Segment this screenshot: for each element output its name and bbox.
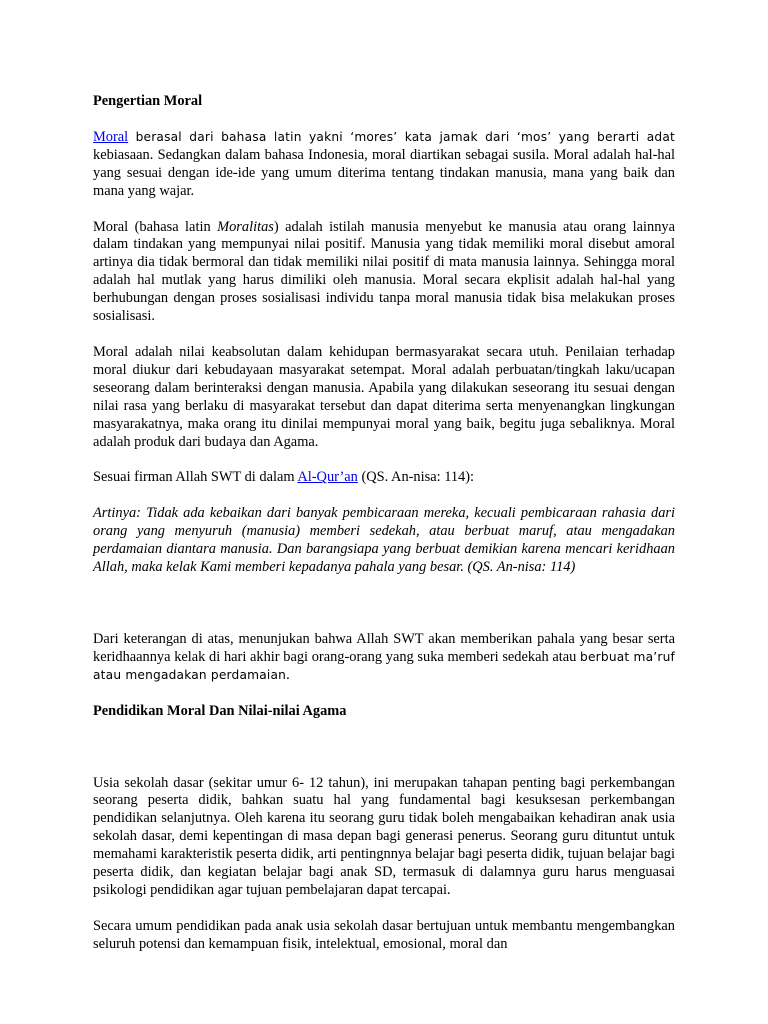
moralitas-italic: Moralitas — [217, 218, 274, 235]
paragraph-usia-sekolah-dasar: Usia sekolah dasar (sekitar umur 6- 12 tahun), ini merupakan tahapan penting bagi perkembangan seorang peserta didik, bahkan suatu hal yang fundamental bagi kesuksesan perkembangan pendidikan selanjutnya. Oleh karena itu seorang guru tidak boleh mengabaikan kehadiran anak usia sekolah dasar, demi kepentingan di masa depan bagi generasi penerus. Seorang guru dituntut untuk memahami karakteristik peserta didik, arti pentingnnya belajar bagi peserta didik, tujuan belajar bagi peserta didik, dan kegiatan belajar bagi anak SD, termasuk di dalamnya guru harus menguasai psikologi pendidikan agar tujuan pembelajaran dapat tercapai. — [93, 774, 675, 898]
keterangan-end: . — [286, 666, 290, 683]
al-quran-link[interactable]: Al-Qur’an — [297, 469, 358, 486]
keterangan-tail: berbuat ma’ruf atau mengadakan perdamaian — [93, 649, 675, 682]
paragraph-keterangan — [93, 631, 675, 685]
paragraph-moral-definition — [93, 129, 675, 201]
paragraph-moralitas-rest: ) adalah istilah manusia menyebut ke manusia atau orang lainnya dalam tindakan yang mempunyai nilai positif. Manusia yang tidak memiliki moral disebut amoral artinya dia tidak bermoral dan tidak memiliki nilai positif di mata manusia lainnya. Sehingga moral adalah hal mutlak yang harus dimiliki oleh manusia. Moral secara ekplisit adalah hal-hal yang berhubungan dengan proses sosialisasi individu tanpa moral manusia tidak bisa melakukan proses sosialisasi. — [93, 218, 675, 325]
keterangan-main: Dari keterangan di atas, menunjukan bahwa Allah SWT akan memberikan pahala yang besar serta keridhaannya kelak di hari akhir bagi orang-orang yang suka memberi sedekah atau — [93, 630, 675, 665]
heading-pendidikan-moral: Pendidikan Moral Dan Nilai-nilai Agama — [93, 702, 347, 719]
paragraph-firman-allah — [93, 469, 675, 487]
paragraph-moralitas-start: Moral (bahasa latin — [93, 218, 218, 235]
paragraph-moral-definition-rest: kebiasaan. Sedangkan dalam bahasa Indonesia, moral diartikan sebagai susila. Moral adalah hal-hal yang sesuai dengan ide-ide yang umum diterima tentang tindakan manusia, mana yang baik dan mana yang wajar. — [93, 146, 675, 199]
firman-text-end: (QS. An-nisa: 114): — [357, 469, 475, 486]
quote-artinya: Artinya: Tidak ada kebaikan dari banyak pembicaraan mereka, kecuali pembicaraan rahasia dari orang yang menyuruh (manusia) memberi sedekah, atau berbuat maruf, atau mengadakan perdamaian diantara manusia. Dan barangsiapa yang berbuat demikian karena mencari keridhaan Allah, maka kelak Kami memberi kepadanya pahala yang besar. (QS. An-nisa: 114) — [93, 505, 675, 576]
moral-link[interactable]: Moral — [93, 128, 129, 145]
paragraph-secara-umum: Secara umum pendidikan pada anak usia sekolah dasar bertujuan untuk membantu mengembangkan seluruh potensi dan kemampuan fisik, intelektual, emosional, moral dan — [93, 917, 675, 952]
firman-text-start: Sesuai firman Allah SWT di dalam — [93, 469, 298, 486]
paragraph-moral-absolute: Moral adalah nilai keabsolutan dalam kehidupan bermasyarakat secara utuh. Penilaian terhadap moral diukur dari kebudayaan masyarakat setempat. Moral adalah perbuatan/tingkah laku/ucapan seseorang dalam berinteraksi dengan manusia. Apabila yang dilakukan seseorang itu sesuai dengan nilai rasa yang berlaku di masyarakat tersebut dan dapat diterima serta menyenangkan lingkungan masyarakatnya, maka orang itu dinilai mempunyai moral yang baik, begitu juga sebaliknya. Moral adalah produk dari budaya dan Agama. — [93, 343, 675, 450]
paragraph-moral-definition-first-line: berasal dari bahasa latin yakni ‘mores’ kata jamak dari ‘mos’ yang berarti adat — [128, 129, 675, 144]
paragraph-moralitas — [93, 219, 675, 326]
heading-pengertian-moral: Pengertian Moral — [93, 93, 203, 109]
document-page — [93, 93, 675, 954]
